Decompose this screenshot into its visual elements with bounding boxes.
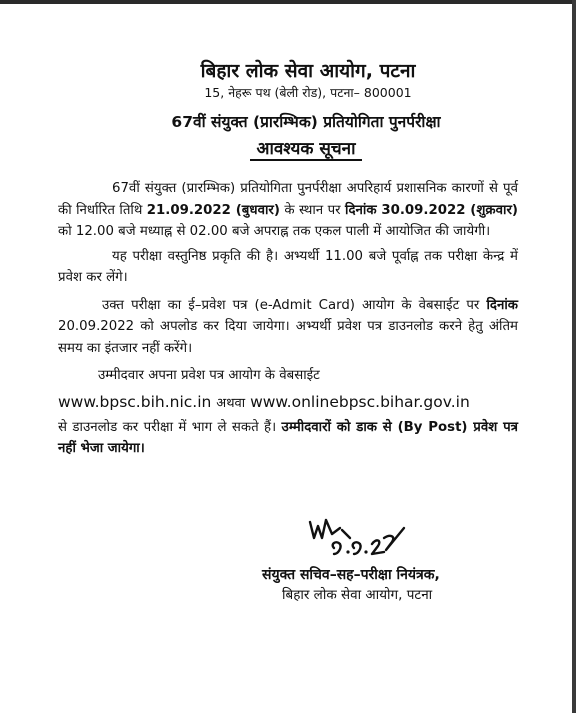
signature-graphic — [300, 508, 410, 564]
website-links — [58, 391, 518, 415]
scan-edge-right — [572, 0, 576, 713]
signatory-organization: बिहार लोक सेवा आयोग, पटना — [282, 587, 433, 603]
paragraph-download-end — [58, 417, 518, 460]
notice-heading — [58, 138, 518, 160]
website-link-onlinebpsc[interactable]: www.onlinebpsc.bihar.gov.in — [250, 392, 470, 411]
no-post-notice: उम्मीदवारों को डाक से (By Post) प्रवेश पत्र नहीं भेजा जायेगा। — [58, 419, 518, 456]
signatory-designation: संयुक्त सचिव–सह–परीक्षा नियंत्रक, — [262, 567, 440, 583]
p1-text-3: को 12.00 बजे मध्याह्न से 02.00 बजे अपराह्न तक एकल पाली में आयोजित की जायेगी। — [58, 224, 491, 239]
scan-edge-top — [0, 0, 576, 4]
paragraph-exam-date — [58, 178, 518, 243]
exam-title: 67वीं संयुक्त (प्रारम्भिक) प्रतियोगिता पुनर्परीक्षा — [171, 113, 441, 131]
or-text: अथवा — [216, 395, 246, 411]
organization-title: बिहार लोक सेवा आयोग, पटना — [200, 60, 416, 82]
paragraph-admit-card — [58, 295, 518, 360]
p3-text-1: उक्त परीक्षा का ई–प्रवेश पत्र (e-Admit Card) आयोग के वेबसाईट पर — [102, 297, 487, 313]
p3-date-label: दिनांक — [486, 297, 518, 313]
website-link-bpsc[interactable]: www.bpsc.bih.nic.in — [58, 392, 212, 411]
notice-heading-text: आवश्यक सूचना — [250, 139, 361, 161]
notice-document — [58, 58, 518, 460]
paragraph-exam-nature: यह परीक्षा वस्तुनिष्ठ प्रकृति की है। अभ्यर्थी 11.00 बजे पूर्वाह्न तक परीक्षा केन्द्र में प्रवेश कर लेंगे। — [58, 248, 518, 285]
p4-text-2: से डाउनलोड कर परीक्षा में भाग ले सकते हैं। — [58, 419, 282, 435]
p3-text-2: 20.09.2022 को अपलोड कर दिया जायेगा। अभ्यर्थी प्रवेश पत्र डाउनलोड करने हेतु अंतिम समय का इंतजार नहीं करेंगे। — [58, 319, 518, 356]
old-date: 21.09.2022 (बुधवार) — [146, 202, 280, 218]
handwritten-signature — [300, 508, 410, 564]
new-date: दिनांक 30.09.2022 (शुक्रवार) — [345, 202, 518, 218]
paragraph-download: उम्मीदवार अपना प्रवेश पत्र आयोग के वेबसाईट — [98, 368, 320, 383]
organization-address: 15, नेहरू पथ (बेली रोड), पटना– 800001 — [204, 85, 412, 100]
p1-text-1: 67वीं संयुक्त (प्रारम्भिक) प्रतियोगिता पुनर्परीक्षा अपरिहार्य प्रशासनिक कारणों से पूर्व की निर्धारित तिथि — [58, 181, 518, 218]
p1-text-2: के स्थान पर — [279, 202, 346, 218]
